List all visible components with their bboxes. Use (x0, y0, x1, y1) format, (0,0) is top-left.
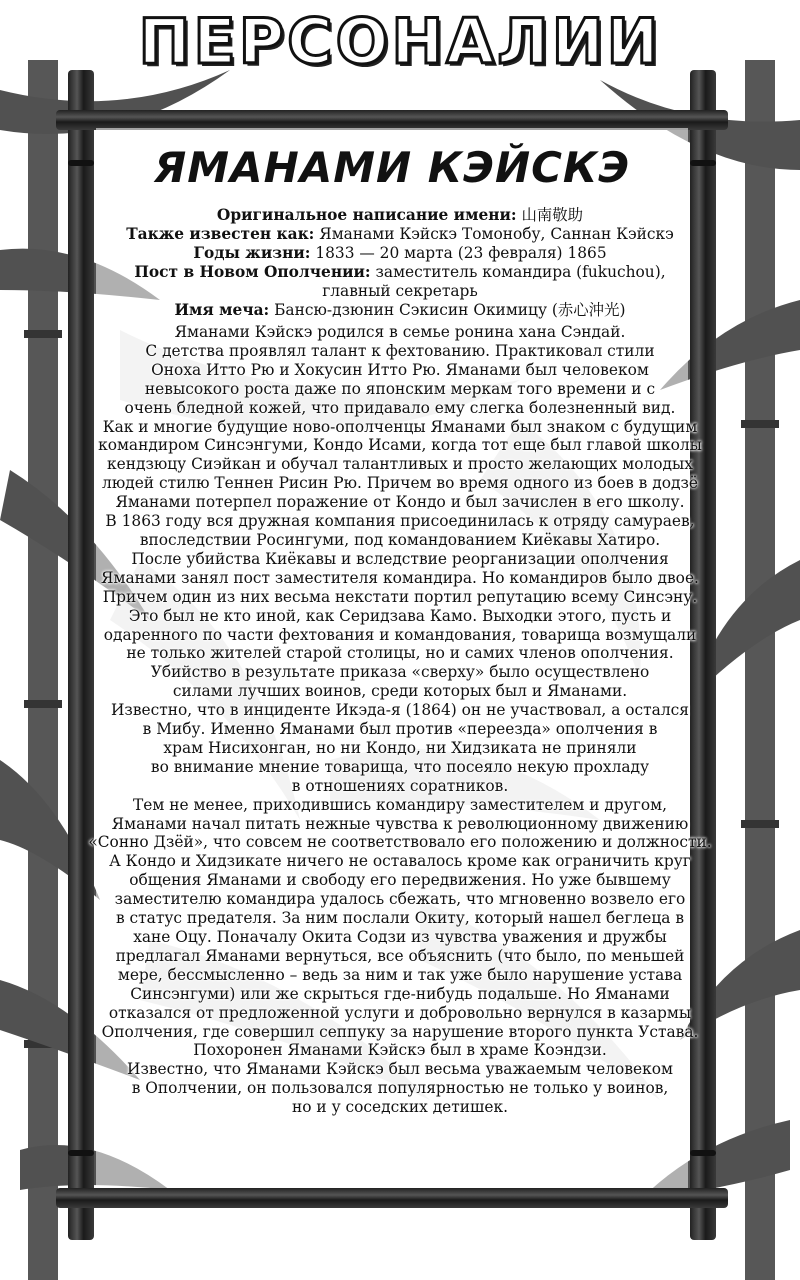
frame-knot (690, 1150, 716, 1156)
info-value: заместитель командира (fukuchou), (370, 262, 666, 281)
biography-line: Как и многие будущие ново-ополченцы Яманами был знаком с будущим (102, 417, 698, 436)
biography-line: командиром Синсэнгуми, Кондо Исами, когда тот еще был главой школы (98, 436, 702, 455)
biography-line: общения Яманами и свободу его передвижения. Но уже бывшему (129, 871, 671, 890)
biography-line: Убийство в результате приказа «сверху» было осуществлено (150, 663, 650, 682)
biography-line: во внимание мнение товарища, что посеяло некую прохладу (150, 757, 650, 776)
info-label: Также известен как: (126, 224, 315, 243)
info-row-aka (86, 225, 714, 244)
info-value: 1833 — 20 марта (23 февраля) 1865 (310, 243, 607, 262)
info-label: Годы жизни: (193, 243, 311, 262)
info-value: Яманами Кэйскэ Томонобу, Саннан Кэйскэ (314, 224, 674, 243)
biography-line: очень бледной кожей, что придавало ему слегка болезненный вид. (124, 398, 676, 417)
biography-line: «Сонно Дзёй», что совсем не соответствовало его положению и должности. (88, 833, 712, 852)
info-value: главный секретарь (322, 281, 478, 300)
biography-line: не только жителей старой столицы, но и самих членов ополчения. (126, 644, 674, 663)
info-label: Имя меча: (174, 300, 270, 319)
page-header-title: ПЕРСОНАЛИИ (138, 5, 662, 78)
biography-line: силами лучших воинов, среди которых был и Яманами. (172, 682, 628, 701)
biography-line: Тем не менее, приходившись командиру заместителем и другом, (133, 795, 667, 814)
biography-line: Это был не кто иной, как Серидзава Камо. Выходки этого, пусть и (128, 606, 672, 625)
biography-line: хане Оцу. Поначалу Окита Содзи из чувства уважения и дружбы (133, 928, 667, 946)
biography-line: Известно, что Яманами Кэйскэ был весьма уважаемым человеком (127, 1060, 673, 1079)
frame-knot (690, 160, 716, 166)
biography-line: но и у соседских детишек. (292, 1098, 508, 1117)
info-label: Пост в Новом Ополчении: (134, 262, 371, 281)
character-name-title: ЯМАНАМИ КЭЙСКЭ (153, 143, 631, 192)
biography-line: отказался от предложенной услуги и добровольно вернулся в казармы (108, 1003, 692, 1022)
biography-line: заместителю командира удалось сбежать, что мгновенно возвело его (114, 890, 686, 909)
biography-line: Синсэнгуми) или же скрыться где-нибудь подальше. Но Яманами (130, 984, 670, 1003)
frame-knot (68, 160, 94, 166)
biography-line: После убийства Киёкавы и вследствие реорганизации ополчения (131, 549, 669, 568)
biography-line: предлагал Яманами вернуться, все объяснить (что было, по меньшей (115, 946, 685, 965)
character-info-block (86, 206, 714, 319)
biography-line: в Ополчении, он пользовался популярностью не только у воинов, (131, 1079, 669, 1098)
biography-line: Яманами потерпел поражение от Кондо и был зачислен в его школу. (115, 493, 685, 512)
biography-line: мере, бессмысленно – ведь за ним и так уже было нарушение устава (117, 965, 683, 984)
biography-line: одаренного по части фехтования и командования, товарища возмущали (103, 625, 697, 644)
biography-line: в отношениях соратников. (291, 776, 509, 795)
biography-line: В 1863 году вся дружная компания присоединилась к отряду самураев, (105, 512, 695, 531)
info-value: Бансю-дзюнин Сэкисин Окимицу (赤心沖光) (269, 300, 626, 319)
biography-line: Яманами занял пост заместителя командира. Но командиров было двое. (101, 568, 699, 587)
biography-line: Похоронен Яманами Кэйскэ был в храме Коэндзи. (193, 1041, 607, 1060)
biography-line: впоследствии Росингуми, под командованием Киёкавы Хатиро. (139, 530, 661, 549)
biography-line: кендзюцу Сиэйкан и обучал талантливых и просто желающих молодых (107, 455, 693, 474)
biography-line: храм Нисихонган, но ни Кондо, ни Хидзиката не приняли (163, 738, 637, 757)
frame-beam-top (56, 110, 728, 130)
info-row-sword (86, 301, 714, 320)
biography-line: Яманами Кэйскэ родился в семье ронина хана Сэндай. (174, 323, 626, 341)
biography-line: в статус предателя. За ним послали Окиту, который нашел беглеца в (115, 909, 684, 928)
biography-line: Яманами начал питать нежные чувства к революционному движению (111, 814, 689, 833)
info-row-years (86, 244, 714, 263)
biography-line: Причем один из них весьма некстати портил репутацию всему Синсэну. (102, 587, 698, 606)
info-row-post-cont (86, 282, 714, 301)
biography-line: людей стилю Теннен Рисин Рю. Причем во время одного из боев в додзё (102, 474, 698, 493)
biography-line: Ополчения, где совершил сеппуку за нарушение второго пункта Устава. (101, 1022, 699, 1041)
biography-line: Оноха Итто Рю и Хокусин Итто Рю. Яманами был человеком (151, 360, 649, 379)
info-label: Оригинальное написание имени: (216, 206, 517, 224)
biography-line: А Кондо и Хидзикате ничего не оставалось кроме как ограничить круг (109, 852, 691, 871)
frame-knot (68, 1150, 94, 1156)
info-value: 山南敬助 (516, 206, 584, 224)
biography-line: Известно, что в инциденте Икэда-я (1864) он не участвовал, а остался (111, 701, 689, 720)
biography-line: невысокого роста даже по японским меркам того времени и с (144, 379, 656, 398)
biography-line: С детства проявлял талант к фехтованию. Практиковал стили (145, 341, 655, 360)
info-row-post (86, 263, 714, 282)
info-row-original-name (86, 206, 714, 225)
biography-line: в Мибу. Именно Яманами был против «переезда» ополчения в (142, 720, 658, 739)
biography-text (86, 323, 714, 1117)
frame-beam-bottom (56, 1188, 728, 1208)
